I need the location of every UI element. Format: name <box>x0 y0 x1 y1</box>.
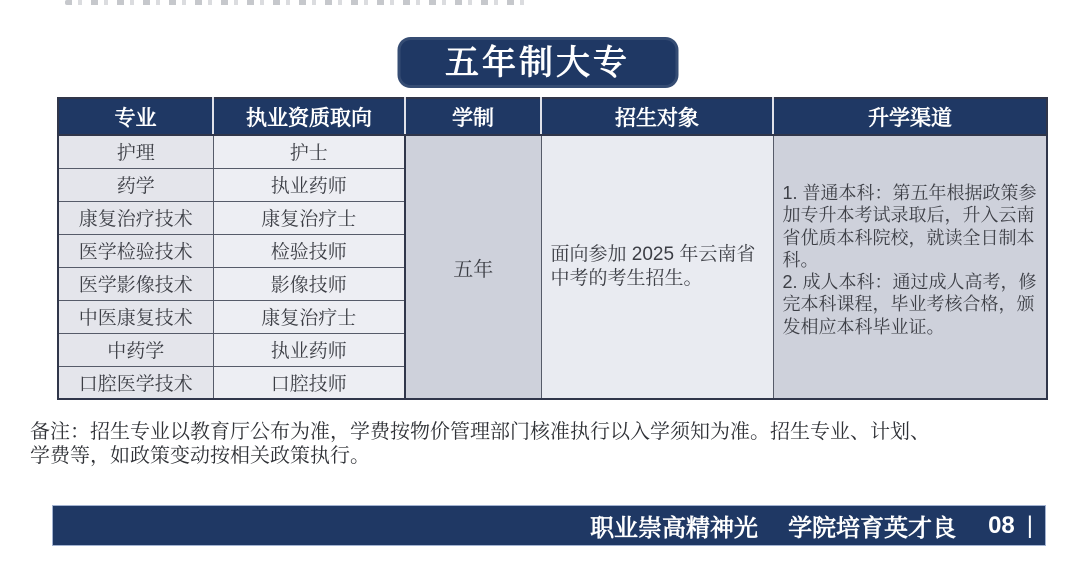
advancement-item-2: 2. 成人本科：通过成人高考，修完本科课程，毕业考核合格，颁发相应本科毕业证。 <box>782 272 1037 337</box>
qualification-cell: 检验技师 <box>213 234 405 267</box>
table-row <box>58 135 1047 168</box>
qualification-cell: 执业药师 <box>213 333 405 366</box>
col-header-duration: 学制 <box>405 98 541 135</box>
truncated-text-fragment <box>65 0 530 5</box>
major-cell: 中药学 <box>58 333 213 366</box>
footer-motto-left: 职业崇高精神光 <box>590 515 759 542</box>
section-title: 五年制大专 <box>445 43 630 82</box>
major-cell: 医学检验技术 <box>58 234 213 267</box>
enrollment-cell <box>541 135 773 399</box>
major-cell: 护理 <box>58 135 213 168</box>
note-line-1: 备注：招生专业以教育厅公布为准，学费按物价管理部门核准执行以入学须知为准。招生专业、计划、 <box>30 421 930 443</box>
qualification-cell: 康复治疗士 <box>213 300 405 333</box>
table-header-row <box>58 98 1047 135</box>
qualification-cell: 康复治疗士 <box>213 201 405 234</box>
advancement-cell <box>773 135 1047 399</box>
major-cell: 康复治疗技术 <box>58 201 213 234</box>
note-line-2: 学费等，如政策变动按相关政策执行。 <box>30 445 370 467</box>
col-header-major: 专业 <box>58 98 213 135</box>
major-cell: 药学 <box>58 168 213 201</box>
footer-bar <box>52 505 1046 546</box>
col-header-enrollment: 招生对象 <box>541 98 773 135</box>
footer-page-number: 08 <box>988 511 1015 539</box>
major-cell: 医学影像技术 <box>58 267 213 300</box>
qualification-cell: 执业药师 <box>213 168 405 201</box>
qualification-cell: 口腔技师 <box>213 366 405 399</box>
major-cell: 口腔医学技术 <box>58 366 213 399</box>
section-title-banner <box>397 37 678 88</box>
major-cell: 中医康复技术 <box>58 300 213 333</box>
qualification-cell: 影像技师 <box>213 267 405 300</box>
qualification-cell: 护士 <box>213 135 405 168</box>
note <box>30 420 1050 468</box>
footer-motto-right: 学院培育英才良 <box>788 515 957 542</box>
enrollment-text: 面向参加 2025 年云南省中考的考生招生。 <box>550 244 756 289</box>
col-header-qualification: 执业资质取向 <box>213 98 405 135</box>
advancement-item-1: 1. 普通本科：第五年根据政策参加专升本考试录取后，升入云南省优质本科院校，就读全日制本科。 <box>782 182 1037 270</box>
duration-cell: 五年 <box>405 135 541 399</box>
col-header-advancement: 升学渠道 <box>773 98 1047 135</box>
footer-divider: | <box>1026 511 1033 539</box>
program-table <box>57 97 1048 400</box>
